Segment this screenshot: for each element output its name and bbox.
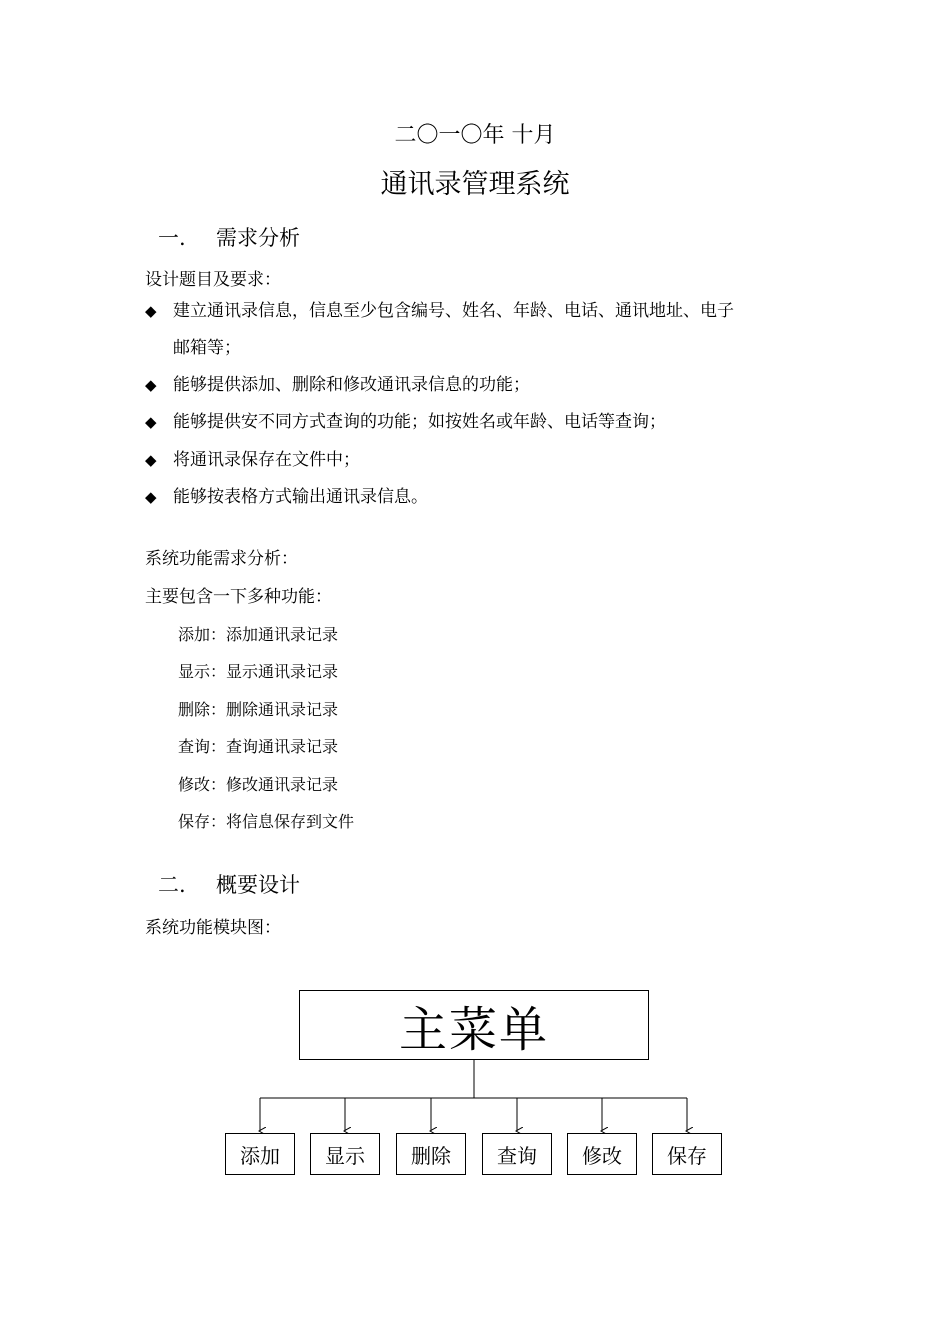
section-heading-design xyxy=(158,869,300,899)
bullet-item: ◆ 建立通讯录信息，信息至少包含编号、姓名、年龄、电话、通讯地址、电子 xyxy=(145,301,734,321)
module-diagram-caption: 系统功能模块图： xyxy=(145,918,281,938)
function-item: 显示：显示通讯录记录 xyxy=(178,662,339,681)
diamond-bullet-icon: ◆ xyxy=(145,376,157,394)
diamond-bullet-icon: ◆ xyxy=(145,451,157,469)
module-box-query: 查询 xyxy=(482,1133,552,1175)
function-analysis-intro: 主要包含一下多种功能： xyxy=(145,587,332,607)
function-analysis-title: 系统功能需求分析： xyxy=(145,549,298,569)
function-item: 删除：删除通讯录记录 xyxy=(178,700,339,719)
section-title: 概要设计 xyxy=(216,873,300,897)
module-box-delete: 删除 xyxy=(396,1133,466,1175)
diamond-bullet-icon: ◆ xyxy=(145,413,157,431)
function-item: 修改：修改通讯录记录 xyxy=(178,775,339,794)
main-menu-box: 主菜单 xyxy=(299,990,649,1060)
bullet-item: ◆ 将通讯录保存在文件中； xyxy=(145,450,360,470)
section-number: 二. xyxy=(158,873,186,897)
module-box-save: 保存 xyxy=(652,1133,722,1175)
bullet-item: ◆ 能够提供安不同方式查询的功能；如按姓名或年龄、电话等查询； xyxy=(145,412,666,432)
document-title: 通讯录管理系统 xyxy=(380,169,570,200)
section-title: 需求分析 xyxy=(216,226,300,250)
requirements-intro: 设计题目及要求： xyxy=(145,270,281,290)
module-box-modify: 修改 xyxy=(567,1133,637,1175)
section-heading-requirements xyxy=(158,222,300,252)
function-item: 保存：将信息保存到文件 xyxy=(178,812,355,831)
document-date: 二〇一〇年 十月 xyxy=(394,123,556,148)
bullet-item: ◆ 能够提供添加、删除和修改通讯录信息的功能； xyxy=(145,375,530,395)
bullet-item-continuation: 邮箱等； xyxy=(173,338,241,358)
module-box-add: 添加 xyxy=(225,1133,295,1175)
module-box-display: 显示 xyxy=(310,1133,380,1175)
section-number: 一. xyxy=(158,226,186,250)
diamond-bullet-icon: ◆ xyxy=(145,488,157,506)
bullet-item: ◆ 能够按表格方式输出通讯录信息。 xyxy=(145,487,428,507)
function-item: 查询：查询通讯录记录 xyxy=(178,737,339,756)
function-item: 添加：添加通讯录记录 xyxy=(178,625,339,644)
diamond-bullet-icon: ◆ xyxy=(145,302,157,320)
